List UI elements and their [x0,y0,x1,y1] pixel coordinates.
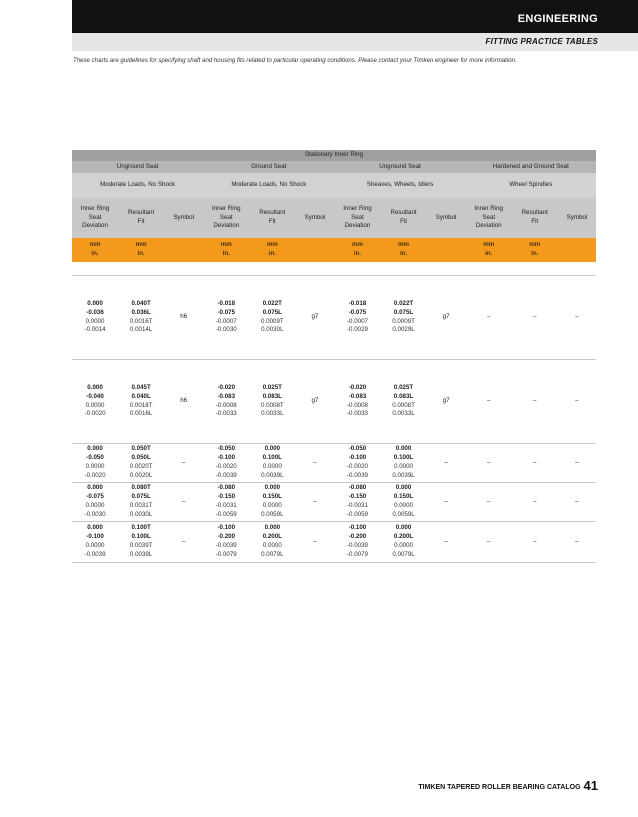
value-text: -0.0007 [346,317,368,325]
value-text: -0.200 [348,533,367,541]
load-condition: Moderate Loads, No Shock [203,173,334,198]
value-text: 0.0039T [129,542,153,549]
value-text: -0.100 [86,533,104,541]
value-text: 0.0039L [261,471,284,479]
deviation-cell [72,276,118,360]
col-header-fit [249,198,295,238]
value-text: -0.020 [217,383,236,391]
value-text: 0.025T [262,383,282,391]
value-text: -0.018 [217,299,236,307]
value-text: 0.100T [131,524,151,532]
fit-cell [249,522,295,563]
value-text: -0.200 [217,533,236,541]
deviation-cell [203,276,249,360]
catalog-name: TIMKEN TAPERED ROLLER BEARING CATALOG [418,784,581,791]
col-header-fit [512,198,558,238]
value-text: -0.0039 [346,471,368,479]
value-text: 0.0000 [85,317,105,325]
load-condition: Wheel Spindles [466,173,596,198]
stationary-inner-ring-header: Stationary Inner Ring [72,150,596,161]
value-text: -0.0059 [215,510,237,518]
fit-cell [249,276,295,360]
symbol-cell: g7 [427,360,466,444]
deviation-cell [72,360,118,444]
value-text: 0.075L [393,308,414,316]
value-text: 0.000 [395,445,412,453]
symbol-cell: – [427,522,466,563]
value-text: 0.0000 [85,401,105,409]
value-text: -0.018 [348,299,367,307]
col-header-symbol: Symbol [295,198,334,238]
value-text: 0.040L [131,392,151,400]
value-text: 0.0016T [129,317,153,325]
col-header-text: Resultant [390,209,417,217]
symbol-cell: – [295,483,334,522]
deviation-cell [334,444,380,483]
symbol-cell: – [427,483,466,522]
fit-cell [512,360,558,444]
col-header-fit [381,198,427,238]
fit-cell [381,444,427,483]
unit-mm: mm [266,241,278,249]
value-text: 0.100L [131,533,151,541]
value-text: 0.0000 [85,542,105,549]
col-header-text: Fit [137,218,145,225]
value-text: 0.083L [393,392,414,400]
col-header-text: Fit [268,218,276,225]
value-text: -0.040 [86,392,104,400]
value-text: -0.0020 [84,471,106,479]
value-text: 0.036L [131,308,151,316]
group-header: Unground Seat [334,161,465,173]
deviation-cell [334,483,380,522]
deviation-cell [466,483,512,522]
value-text: -0.0059 [346,510,368,518]
unit-in: in. [222,250,230,257]
section-header-bar [72,0,638,33]
value-text: 0.040T [131,299,151,307]
col-header-symbol: Symbol [427,198,466,238]
value-text: 0.0008T [392,401,415,409]
fitting-practice-table [72,150,596,563]
col-header-symbol: Symbol [164,198,203,238]
value-text: 0.080T [131,484,151,492]
value-text: – [533,497,537,505]
value-text: 0.0020T [129,463,153,470]
value-text: 0.000 [264,445,281,453]
value-text: 0.000 [264,524,281,532]
units-row [72,238,596,262]
value-text: -0.0033 [215,410,237,418]
fit-cell [381,483,427,522]
group-header: Unground Seat [72,161,203,173]
unit-mm: mm [529,241,541,249]
subsection-title: FITTING PRACTICE TABLES [485,37,598,46]
unit-mm: mm [220,241,232,249]
value-text: -0.075 [217,308,236,316]
value-text: -0.020 [348,383,367,391]
value-text: 0.0009T [392,317,415,325]
symbol-cell: – [164,483,203,522]
value-text: -0.036 [86,308,104,316]
load-condition: Moderate Loads, No Shock [72,173,203,198]
unit-mm: mm [135,241,147,249]
value-text: -0.0020 [346,463,368,470]
value-text: -0.075 [86,493,104,501]
symbol-cell: – [295,522,334,563]
units-cell [72,238,118,262]
fit-cell [381,276,427,360]
value-text: 0.045T [131,383,151,391]
col-header-fit [118,198,164,238]
value-text: 0.0018T [129,401,153,409]
deviation-cell [203,522,249,563]
value-text: 0.0020L [129,471,153,479]
value-text: 0.150L [393,493,414,501]
value-text: -0.050 [348,445,367,453]
deviation-cell [466,444,512,483]
unit-in: in. [91,250,99,257]
symbol-cell: g7 [427,276,466,360]
value-text: 0.025T [393,383,414,391]
value-text: -0.0039 [346,542,368,549]
value-text: -0.0079 [215,550,237,558]
unit-mm: mm [351,241,363,249]
value-text: 0.050T [131,445,151,453]
unit-in: in. [353,250,362,257]
deviation-cell [203,360,249,444]
col-header-text: Seat [219,213,233,221]
col-header-text: Deviation [82,222,108,230]
value-text: -0.0030 [215,326,237,334]
value-text: 0.0016L [129,410,153,418]
unit-in: in. [531,250,539,257]
load-condition: Sheaves, Wheels, Idlers [334,173,465,198]
value-text: 0.000 [87,524,103,532]
value-text: – [533,537,537,545]
table-row [72,444,596,483]
col-header-text: Resultant [128,209,155,217]
value-text: 0.0009T [260,317,284,325]
col-header-deviation [72,198,118,238]
fit-cell [118,360,164,444]
value-text: -0.075 [348,308,367,316]
col-header-deviation [203,198,249,238]
value-text: 0.0000 [85,463,105,470]
value-text: 0.022T [262,299,282,307]
fit-cell [512,522,558,563]
units-cell-empty [427,238,466,262]
value-text: -0.0030 [84,510,106,518]
value-text: -0.0033 [346,410,368,418]
col-header-text: Fit [400,218,407,225]
table-row [72,522,596,563]
units-cell-empty [164,238,203,262]
unit-mm: mm [483,241,495,249]
value-text: -0.150 [348,493,367,501]
value-text: 0.150L [262,493,282,501]
value-text: -0.0039 [84,550,106,558]
symbol-cell: – [164,444,203,483]
value-text: 0.000 [87,383,103,391]
deviation-cell [203,444,249,483]
value-text: 0.0000 [394,463,414,470]
value-text: 0.100L [393,454,414,462]
value-text: -0.100 [348,524,367,532]
value-text: 0.100L [262,454,282,462]
value-text: -0.100 [217,454,236,462]
value-text: 0.0030L [129,510,153,518]
fit-cell [118,522,164,563]
fit-cell [118,276,164,360]
deviation-cell [334,522,380,563]
value-text: 0.000 [264,484,281,492]
value-text: 0.200L [262,533,282,541]
deviation-cell [334,276,380,360]
col-header-text: Deviation [475,222,502,230]
section-title: ENGINEERING [517,13,598,25]
unit-mm: mm [89,241,101,249]
col-header-symbol: Symbol [558,198,596,238]
symbol-cell: – [295,444,334,483]
value-text: -0.050 [86,454,104,462]
value-text: 0.0000 [262,463,282,470]
col-header-deviation [466,198,512,238]
symbol-cell: g7 [295,360,334,444]
value-text: – [533,458,537,466]
symbol-cell: h6 [164,360,203,444]
symbol-cell: – [558,522,596,563]
page-number: 41 [583,778,598,793]
unit-in: in. [485,250,493,257]
col-header-text: Deviation [213,222,240,230]
value-text: 0.050L [131,454,151,462]
value-text: -0.0031 [346,502,368,509]
page-footer [418,778,598,793]
col-header-text: Seat [351,213,364,221]
value-text: 0.0014L [129,326,153,334]
col-header-text: Inner Ring [211,204,241,212]
intro-text: These charts are guidelines for specifying shaft and housing fits related to particular operating conditions. Please contact your Timken engineer for more information. [73,57,517,64]
value-text: 0.000 [87,445,103,453]
deviation-cell [72,522,118,563]
value-text: 0.0059L [392,510,415,518]
value-text: -0.0039 [215,542,237,549]
value-text: 0.000 [395,484,412,492]
table-row [72,483,596,522]
fit-cell [381,360,427,444]
unit-in: in. [399,250,408,257]
value-text: -0.080 [217,484,236,492]
value-text: 0.0033L [261,410,284,418]
col-header-text: Inner Ring [474,204,503,212]
value-text: -0.0039 [215,471,237,479]
value-text: 0.0079L [392,550,415,558]
units-cell [203,238,249,262]
units-cell [334,238,380,262]
deviation-cell [72,444,118,483]
value-text: -0.0020 [215,463,237,470]
fit-cell [381,522,427,563]
symbol-cell: g7 [295,276,334,360]
deviation-cell [203,483,249,522]
value-text: 0.0000 [262,502,282,509]
value-text: – [533,313,537,321]
table-row [72,360,596,444]
value-text: 0.022T [393,299,414,307]
value-text: -0.0079 [346,550,368,558]
table-row [72,276,596,360]
value-text: 0.083L [262,392,282,400]
col-header-text: Inner Ring [80,204,110,212]
units-cell [512,238,558,262]
value-text: 0.0059L [261,510,284,518]
deviation-cell [334,360,380,444]
value-text: 0.075L [262,308,282,316]
col-header-text: Inner Ring [343,204,372,212]
value-text: -0.0029 [346,326,368,334]
col-header-text: Seat [482,213,496,221]
value-text: 0.000 [87,484,103,492]
value-text: 0.000 [395,524,412,532]
unit-in: in. [137,250,145,257]
value-text: 0.075L [131,493,151,501]
value-text: – [486,497,491,505]
symbol-cell: – [558,444,596,483]
value-text: -0.0008 [346,401,368,409]
group-header: Hardened and Ground Seat [466,161,596,173]
value-text: 0.0000 [85,502,105,509]
symbol-cell: – [558,360,596,444]
deviation-cell [72,483,118,522]
value-text: -0.083 [348,392,367,400]
value-text: -0.080 [348,484,367,492]
value-text: – [486,313,491,321]
fit-cell [118,483,164,522]
value-text: -0.050 [217,445,236,453]
value-text: 0.0039L [129,550,153,558]
value-text: -0.100 [217,524,236,532]
fit-cell [249,483,295,522]
value-text: -0.0031 [215,502,237,509]
value-text: – [486,397,491,405]
value-text: 0.0029L [392,326,415,334]
value-text: 0.0033L [392,410,415,418]
deviation-cell [466,522,512,563]
fit-cell [249,360,295,444]
value-text: 0.0039L [392,471,415,479]
col-header-text: Fit [531,218,539,225]
units-cell-empty [295,238,334,262]
symbol-cell: – [558,483,596,522]
value-text: 0.0079L [261,550,284,558]
value-text: -0.0014 [84,326,106,334]
value-text: 0.000 [87,299,103,307]
spacer-row [72,262,596,276]
value-text: -0.0020 [84,410,106,418]
value-text: -0.100 [348,454,367,462]
value-text: 0.200L [393,533,414,541]
unit-mm: mm [398,241,410,249]
col-header-text: Resultant [521,209,548,217]
value-text: -0.150 [217,493,236,501]
value-text: 0.0008T [260,401,284,409]
symbol-cell: – [427,444,466,483]
unit-in: in. [268,250,276,257]
value-text: 0.0031T [129,502,153,509]
column-header-row [72,198,596,238]
value-text: -0.083 [217,392,236,400]
units-cell [249,238,295,262]
symbol-cell: – [164,522,203,563]
col-header-text: Resultant [259,209,286,217]
fit-cell [512,444,558,483]
value-text: – [533,397,537,405]
value-text: 0.0000 [394,502,414,509]
value-text: 0.0000 [394,542,414,549]
value-text: -0.0007 [215,317,237,325]
units-cell [118,238,164,262]
col-header-deviation [334,198,380,238]
group-header: Ground Seat [203,161,334,173]
symbol-cell: h6 [164,276,203,360]
fit-cell [512,276,558,360]
deviation-cell [466,276,512,360]
fit-cell [249,444,295,483]
fit-cell [512,483,558,522]
fit-cell [118,444,164,483]
symbol-cell: – [558,276,596,360]
col-header-text: Seat [88,213,102,221]
value-text: 0.0030L [261,326,284,334]
units-cell [466,238,512,262]
value-text: – [486,458,491,466]
subsection-header-bar [72,33,638,51]
deviation-cell [466,360,512,444]
units-cell-empty [558,238,596,262]
col-header-text: Deviation [344,222,371,230]
value-text: -0.0008 [215,401,237,409]
value-text: 0.0000 [262,542,282,549]
units-cell [381,238,427,262]
value-text: – [486,537,491,545]
